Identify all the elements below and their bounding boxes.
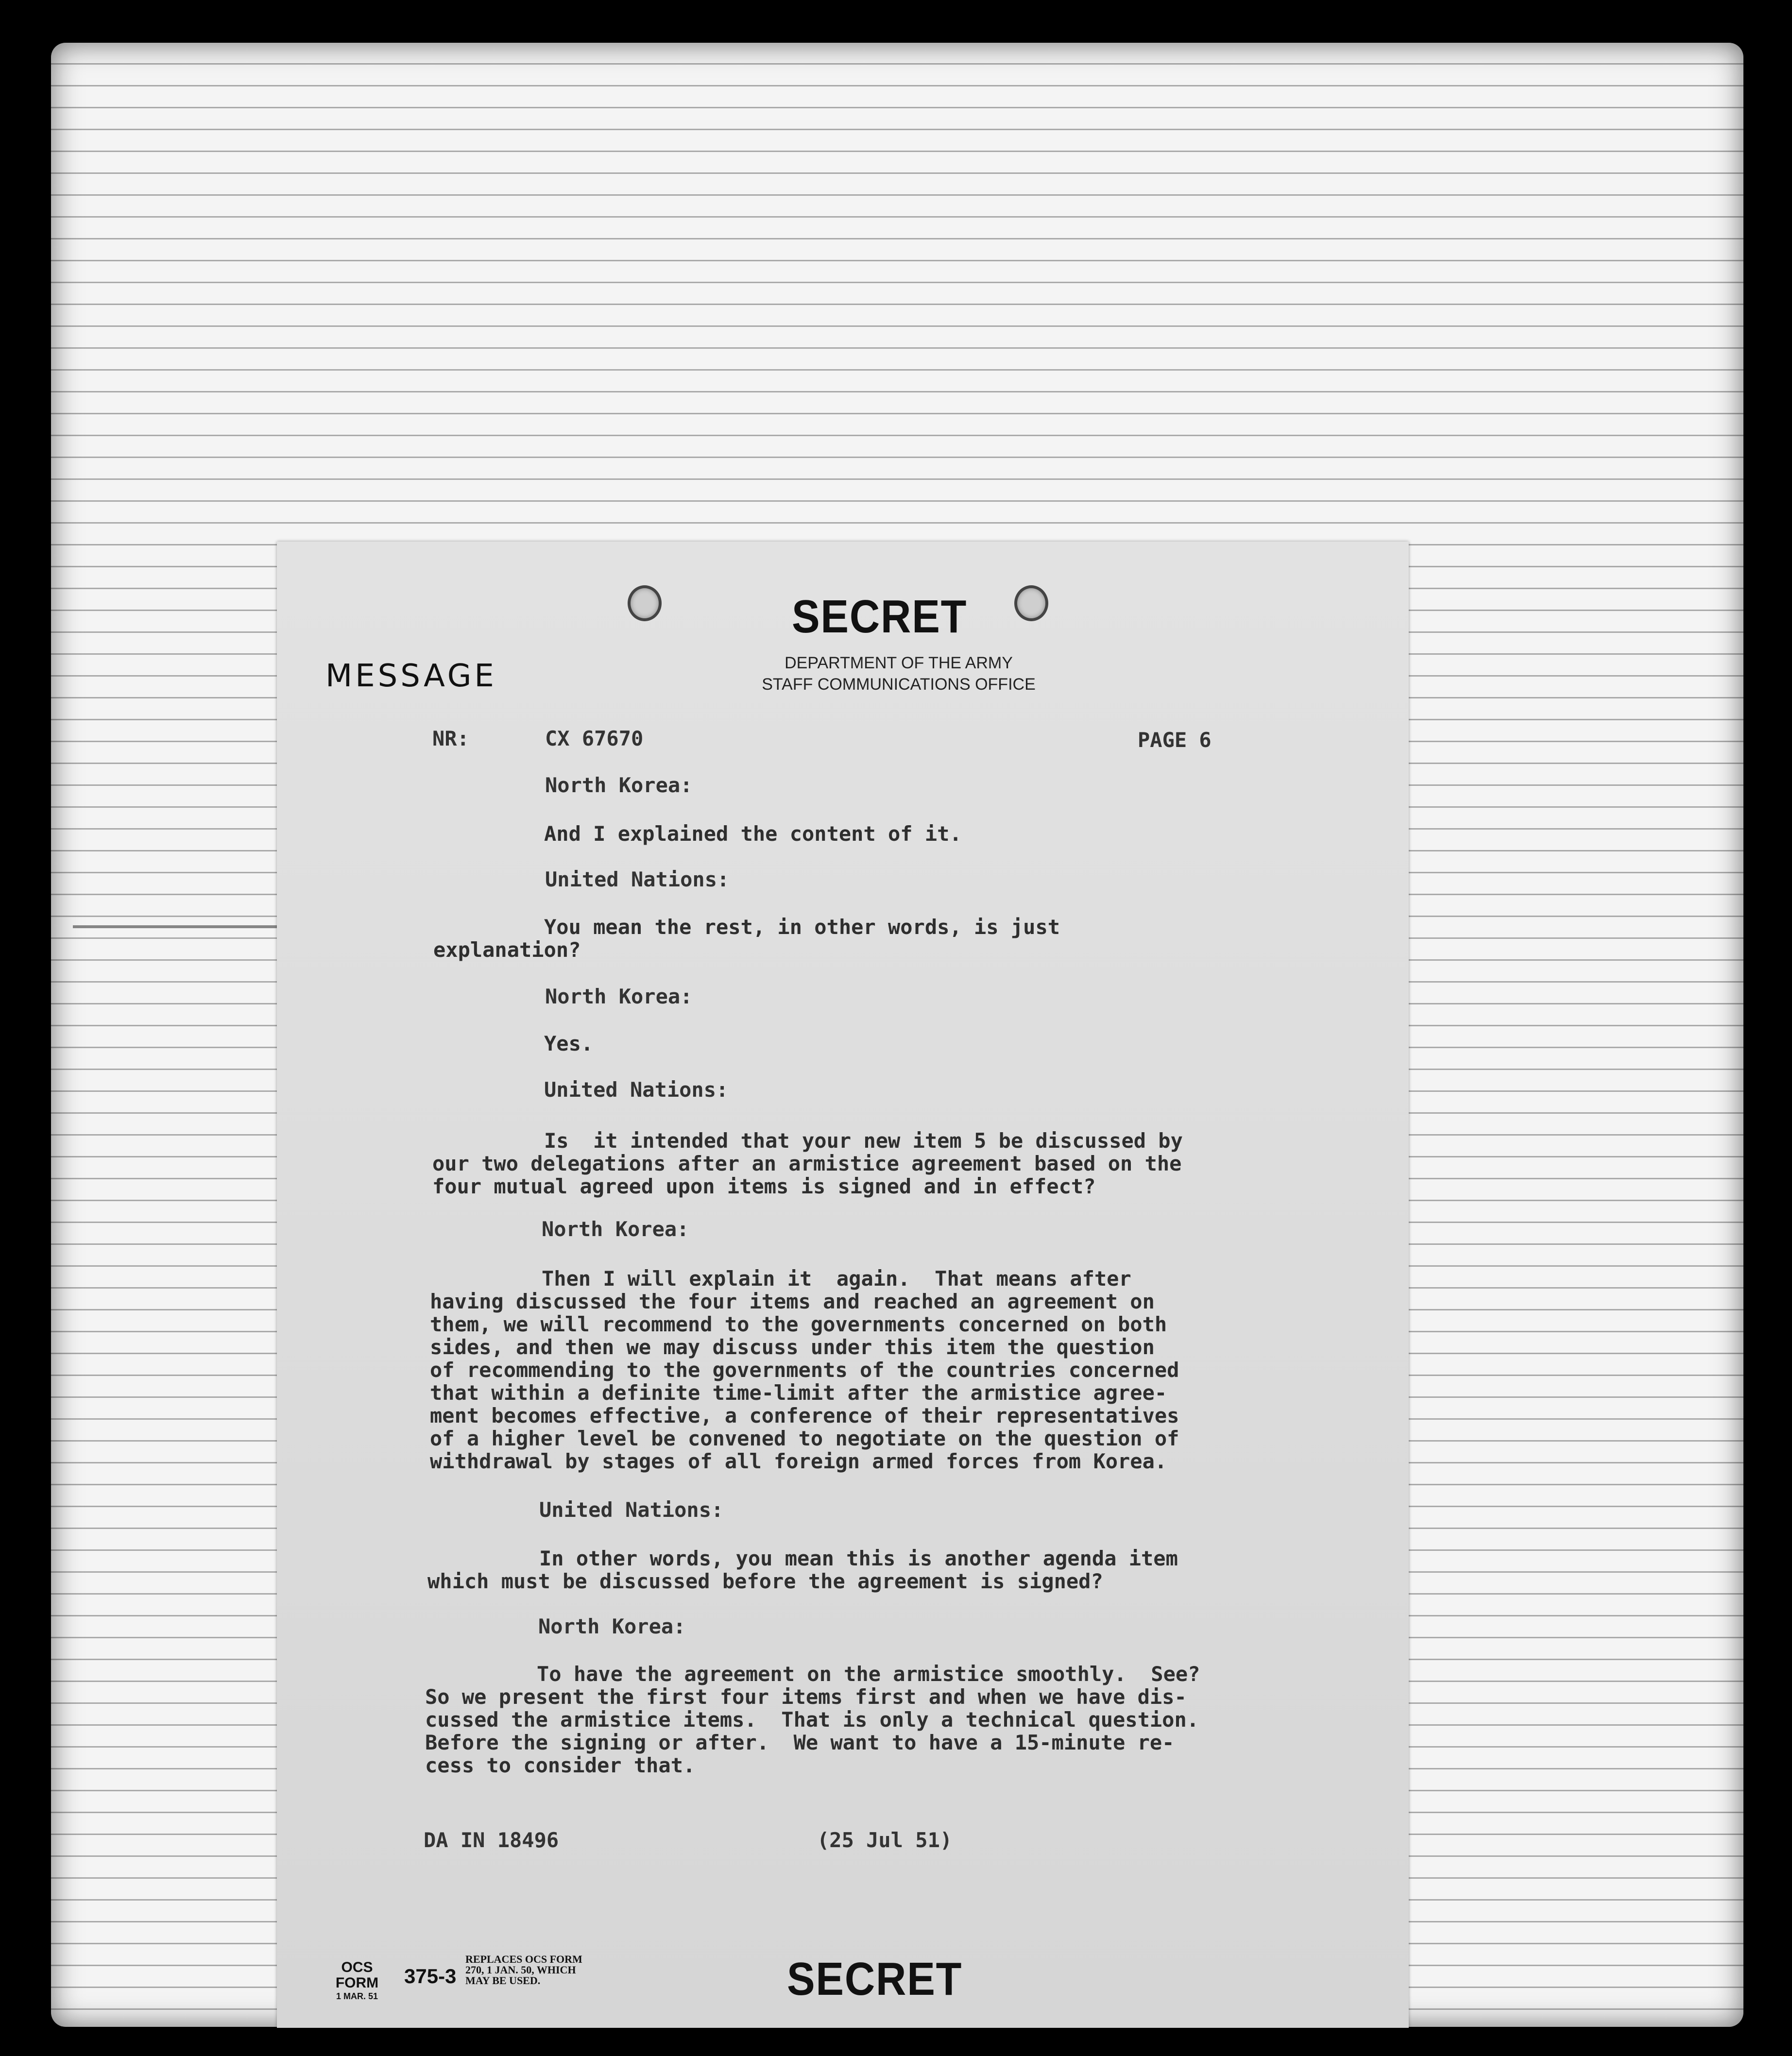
department-heading xyxy=(700,652,1098,695)
punch-hole-left xyxy=(628,585,662,621)
message-date: (25 Jul 51) xyxy=(817,1828,953,1852)
nr-label: NR: xyxy=(432,727,469,750)
speaker-label: North Korea: xyxy=(538,1614,686,1638)
form-title: MESSAGE xyxy=(325,658,497,694)
speaker-label: North Korea: xyxy=(545,985,693,1008)
speaker-label: North Korea: xyxy=(545,773,693,797)
da-in-number: DA IN 18496 xyxy=(424,1828,559,1852)
form-label-text: OCS FORM xyxy=(335,1959,379,1991)
speaker-label: North Korea: xyxy=(542,1217,689,1241)
speaker-label: United Nations: xyxy=(544,1078,729,1102)
punch-hole-right xyxy=(1014,585,1048,621)
form-label xyxy=(321,1960,393,2002)
classification-bottom: SECRET xyxy=(787,1953,963,2005)
department-line-2: STAFF COMMUNICATIONS OFFICE xyxy=(762,675,1036,694)
speaker-label: United Nations: xyxy=(539,1498,724,1522)
form-date: 1 MAR. 51 xyxy=(336,1991,378,2001)
nr-value: CX 67670 xyxy=(545,727,644,750)
page-label: PAGE 6 xyxy=(1138,728,1212,752)
speaker-label: United Nations: xyxy=(545,867,730,891)
message-sheet xyxy=(277,542,1409,2028)
form-number: 375-3 xyxy=(404,1965,457,1988)
paragraph: And I explained the content of it. xyxy=(544,822,962,846)
paragraph: Then I will explain it again. That means after having discussed the four items and reached an agreement on them, we will recommend to the governments concerned on both sides, and then we may discuss under this item the question of recommending to the governments of the countries concerned that within a definite time-limit after the armistice agree- ment becomes effective, a conference of their representatives of a higher level be convened to negotiate on the question of withdrawal by stages of all foreign armed forces from Korea. xyxy=(430,1267,1179,1473)
paragraph: Is it intended that your new item 5 be discussed by our two delegations after an armistice agreement based on the four mutual agreed upon items is signed and in effect? xyxy=(432,1129,1183,1198)
paragraph: To have the agreement on the armistice smoothly. See? So we present the first four items first and when we have dis- cussed the armistice items. That is only a technical question. Before the signing or after. We want to have a 15-minute re- cess to consider that. xyxy=(425,1662,1200,1777)
paragraph: Yes. xyxy=(544,1032,594,1055)
replaces-note: REPLACES OCS FORM 270, 1 JAN. 50, WHICH MAY BE USED. xyxy=(465,1953,582,1987)
scan-streak xyxy=(73,925,306,928)
classification-top: SECRET xyxy=(792,591,968,643)
paragraph: In other words, you mean this is another agenda item which must be discussed before the agreement is signed? xyxy=(427,1546,1178,1593)
paragraph: You mean the rest, in other words, is just explanation? xyxy=(433,915,1060,962)
department-line-1: DEPARTMENT OF THE ARMY xyxy=(785,654,1013,672)
